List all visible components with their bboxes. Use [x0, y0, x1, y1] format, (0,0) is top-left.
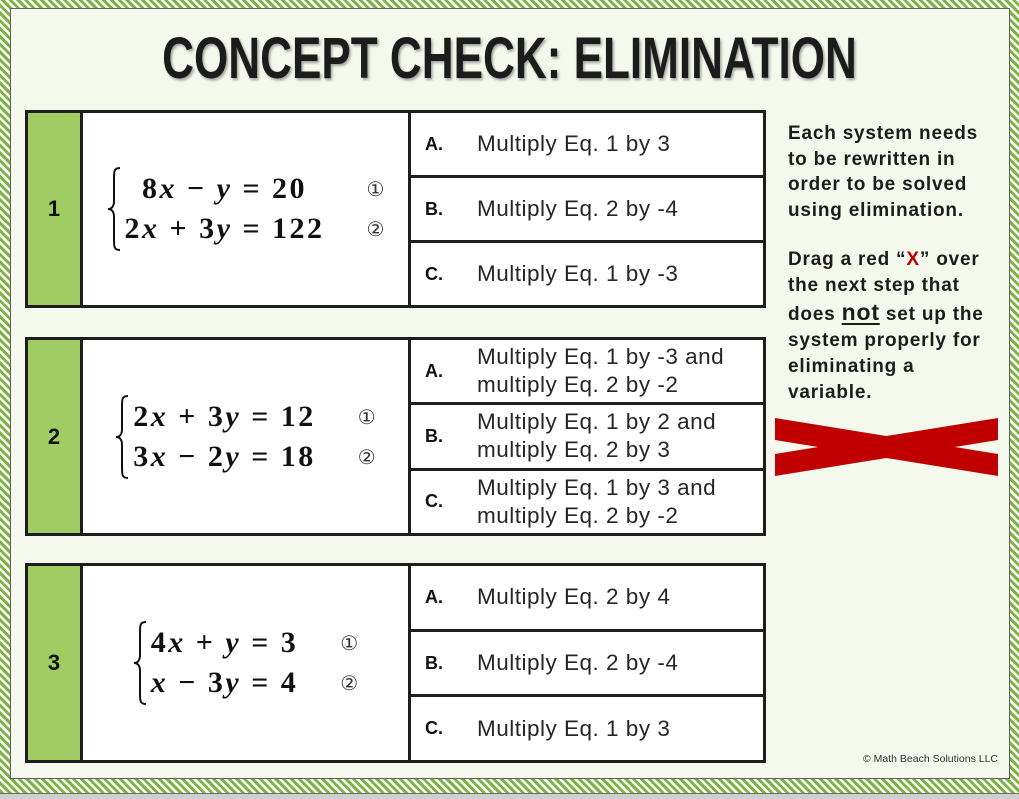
equation-1: 8x − y = 20 [142, 172, 308, 205]
instruction-text: set up the [879, 304, 984, 325]
option-c[interactable] [411, 240, 763, 305]
variable: y [216, 212, 233, 245]
option-text-line: Multiply Eq. 1 by 3 [477, 131, 671, 156]
option-c[interactable] [411, 694, 763, 760]
variable: x [168, 626, 186, 659]
answer-options [408, 566, 763, 760]
problem-number: 2 [28, 340, 83, 533]
equation-labels [340, 623, 358, 703]
equation-2: 3x − 2y = 18 [133, 439, 316, 473]
equation-2-label: ② [357, 444, 376, 469]
option-text [477, 715, 670, 743]
instructions [788, 121, 1010, 406]
red-x-drag-item[interactable] [773, 416, 1001, 478]
option-letter: B. [425, 198, 443, 219]
option-letter: C. [425, 718, 443, 739]
brace-path [108, 168, 120, 250]
equation-1-label: ① [357, 404, 376, 429]
equation-system [107, 167, 385, 251]
option-letter: B. [425, 652, 443, 673]
option-text-line: Multiply Eq. 1 by -3 and [477, 344, 725, 370]
option-text-line: Multiply Eq. 1 by 2 and [477, 409, 717, 435]
answer-options [408, 340, 763, 533]
option-text [477, 130, 670, 158]
option-letter: A. [425, 133, 443, 154]
variable: y [225, 626, 242, 659]
option-b[interactable] [411, 629, 763, 695]
equation-lines [133, 397, 316, 477]
instruction-line: system properly for [788, 330, 981, 351]
system-brace [133, 621, 149, 705]
equation-labels [367, 169, 385, 249]
equation-system [133, 621, 358, 705]
option-text-line: multiply Eq. 2 by 3 [477, 437, 671, 463]
equation-area [83, 566, 408, 760]
option-text [477, 474, 716, 530]
option-letter: B. [425, 425, 443, 446]
highlight-x: X [906, 249, 920, 270]
option-text-line: Multiply Eq. 2 by -4 [477, 650, 679, 675]
option-c[interactable] [411, 468, 763, 533]
instructions-paragraph-2 [788, 247, 1010, 406]
instruction-text: ” over [919, 249, 980, 270]
option-letter: A. [425, 360, 443, 381]
option-text-line: Multiply Eq. 1 by -3 [477, 261, 679, 286]
copyright-notice: © Math Beach Solutions LLC [863, 753, 998, 765]
option-text [477, 260, 678, 288]
option-text-line: Multiply Eq. 2 by -4 [477, 196, 679, 221]
option-text [477, 583, 670, 611]
answer-options [408, 113, 763, 305]
instruction-line: eliminating a [788, 356, 915, 377]
option-text-line: multiply Eq. 2 by -2 [477, 502, 679, 528]
equation-lines [151, 623, 299, 703]
variable: x [142, 212, 160, 245]
option-letter: A. [425, 586, 443, 607]
instruction-line: to be rewritten in [788, 148, 956, 170]
equation-2-label: ② [340, 671, 359, 695]
equation-2: x − 3y = 4 [150, 666, 299, 699]
bottom-edge [0, 793, 1019, 799]
emphasis-not: not [841, 299, 880, 325]
option-text-line: Multiply Eq. 2 by 4 [477, 584, 671, 610]
instruction-line: order to be solved [788, 174, 968, 195]
instruction-line: variable. [788, 382, 873, 403]
option-b[interactable] [411, 402, 763, 467]
instruction-line: using elimination. [788, 199, 964, 221]
equation-1-label: ① [340, 631, 359, 655]
variable: y [216, 172, 233, 205]
brace-path [116, 396, 128, 478]
option-a[interactable] [411, 340, 763, 402]
system-brace [107, 167, 123, 251]
instruction-line: Each system needs [788, 123, 978, 144]
variable: y [225, 399, 242, 433]
option-a[interactable] [411, 566, 763, 629]
equation-labels [358, 397, 376, 477]
equation-1-label: ① [366, 177, 385, 201]
option-text [477, 343, 724, 399]
instructions-paragraph-1 [788, 121, 1010, 223]
equation-2: 2x + 3y = 122 [124, 212, 325, 245]
problem-3 [25, 563, 766, 763]
problem-2 [25, 337, 766, 536]
instruction-line [788, 299, 1010, 328]
page-title: CONCEPT CHECK: ELIMINATION [162, 26, 857, 91]
option-letter: C. [425, 263, 443, 284]
option-text [477, 195, 678, 223]
problem-number: 3 [28, 566, 83, 760]
system-brace [115, 395, 131, 479]
problem-1 [25, 110, 766, 308]
equation-2-label: ② [366, 217, 385, 241]
option-letter: C. [425, 491, 443, 512]
variable: y [225, 666, 242, 699]
problem-number: 1 [28, 113, 83, 305]
instruction-text: Drag a red “ [788, 249, 907, 270]
instruction-line: the next step that [788, 275, 960, 296]
option-text-line: Multiply Eq. 1 by 3 and [477, 474, 717, 500]
equation-1: 2x + 3y = 12 [133, 399, 316, 433]
option-text-line: multiply Eq. 2 by -2 [477, 372, 679, 398]
equation-system [115, 395, 375, 479]
instruction-text: does [788, 304, 842, 325]
variable: x [150, 439, 169, 473]
option-text-line: Multiply Eq. 1 by 3 [477, 715, 671, 741]
option-text [477, 408, 716, 464]
equation-area [83, 113, 408, 305]
option-text [477, 649, 678, 677]
brace-path [134, 622, 146, 704]
equation-lines [125, 169, 325, 249]
variable: x [159, 172, 177, 205]
variable: y [225, 439, 242, 473]
variable: x [150, 666, 169, 699]
equation-area [83, 340, 408, 533]
option-b[interactable] [411, 175, 763, 240]
instruction-line [788, 247, 1010, 273]
variable: x [150, 399, 169, 433]
equation-1: 4x + y = 3 [150, 626, 299, 659]
option-a[interactable] [411, 113, 763, 175]
